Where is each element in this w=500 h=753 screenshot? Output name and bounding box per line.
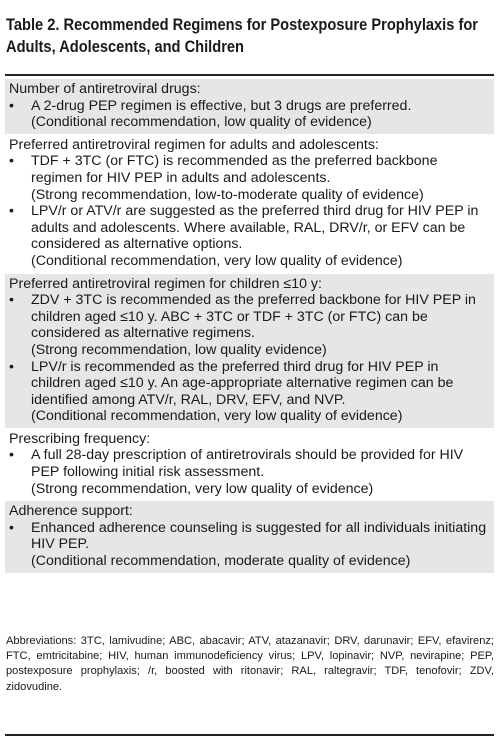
abbreviations-footnote: Abbreviations: 3TC, lamivudine; ABC, abacavir; ATV, atazanavir; DRV, darunavir; EFV, efavirenz; FTC, emtricitabine; HIV, human immunodeficiency virus; LPV, lopinavir; NVP, nevirapine; PEP, postexposure prophylaxis; /r, boosted with ritonavir; RAL, raltegravir; TDF, tenofovir; ZDV, zidovudine. bbox=[6, 635, 494, 693]
list-item bbox=[9, 447, 490, 497]
list-item bbox=[9, 203, 490, 269]
bullet-icon: • bbox=[9, 292, 14, 309]
bottom-rule bbox=[5, 734, 494, 736]
list-item bbox=[9, 292, 490, 358]
section-heading: Preferred antiretroviral regimen for children ≤10 y: bbox=[9, 275, 322, 292]
evidence-text: (Conditional recommendation, moderate quality of evidence) bbox=[31, 553, 411, 570]
table-title: Table 2. Recommended Regimens for Postexposure Prophylaxis for Adults, Adolescents, and Children bbox=[6, 16, 479, 56]
recommendation-text: ZDV + 3TC is recommended as the preferred backbone for HIV PEP in children aged ≤10 y. ABC + 3TC or TDF + 3TC (or FTC) can be considered as alternative regimens. bbox=[31, 292, 476, 342]
list-item bbox=[9, 153, 490, 203]
bullet-icon: • bbox=[9, 447, 14, 464]
recommendation-text: TDF + 3TC (or FTC) is recommended as the preferred backbone regimen for HIV PEP in adults and adolescents. bbox=[31, 153, 438, 186]
list-item bbox=[9, 359, 490, 425]
evidence-text: (Conditional recommendation, very low quality of evidence) bbox=[31, 252, 403, 269]
evidence-text: (Strong recommendation, low-to-moderate quality of evidence) bbox=[31, 186, 424, 203]
list-item bbox=[9, 520, 490, 570]
section-adults-regimen bbox=[5, 134, 494, 273]
section-heading: Adherence support: bbox=[9, 503, 133, 520]
evidence-text: (Strong recommendation, low quality evidence) bbox=[31, 341, 327, 358]
evidence-text: (Conditional recommendation, low quality of evidence) bbox=[31, 114, 372, 131]
top-rule bbox=[5, 74, 494, 76]
list-item bbox=[9, 98, 490, 131]
section-heading: Prescribing frequency: bbox=[9, 430, 151, 447]
bullet-icon: • bbox=[9, 519, 14, 536]
section-heading: Number of antiretroviral drugs: bbox=[9, 81, 201, 97]
recommendation-text: A 2-drug PEP regimen is effective, but 3 drugs are preferred. bbox=[31, 97, 412, 114]
recommendations-table bbox=[5, 78, 494, 573]
bullet-icon: • bbox=[9, 203, 14, 220]
bullet-icon: • bbox=[9, 153, 14, 170]
recommendation-text: LPV/r is recommended as the preferred third drug for HIV PEP in children aged ≤10 y. An age-appropriate alternative regimen can be identified among ATV/r, RAL, DRV, EFV, and NVP. bbox=[31, 358, 454, 408]
recommendation-text: Enhanced adherence counseling is suggested for all individuals initiating HIV PEP. bbox=[31, 519, 487, 553]
recommendation-text: A full 28-day prescription of antiretrovirals should be provided for HIV PEP following initial risk assessment. bbox=[31, 447, 464, 481]
section-prescribing-frequency bbox=[5, 428, 494, 500]
section-adherence-support bbox=[5, 500, 494, 572]
evidence-text: (Conditional recommendation, very low quality of evidence) bbox=[31, 408, 403, 425]
recommendation-text: LPV/r or ATV/r are suggested as the preferred third drug for HIV PEP in adults and adolescents. Where available, RAL, DRV/r, or EFV can be considered as alternative options. bbox=[31, 203, 479, 253]
section-children-regimen bbox=[5, 273, 494, 428]
section-number-of-drugs bbox=[5, 78, 494, 134]
bullet-icon: • bbox=[9, 358, 14, 375]
section-heading: Preferred antiretroviral regimen for adults and adolescents: bbox=[9, 136, 379, 153]
evidence-text: (Strong recommendation, very low quality of evidence) bbox=[31, 480, 374, 497]
bullet-icon: • bbox=[9, 97, 14, 114]
